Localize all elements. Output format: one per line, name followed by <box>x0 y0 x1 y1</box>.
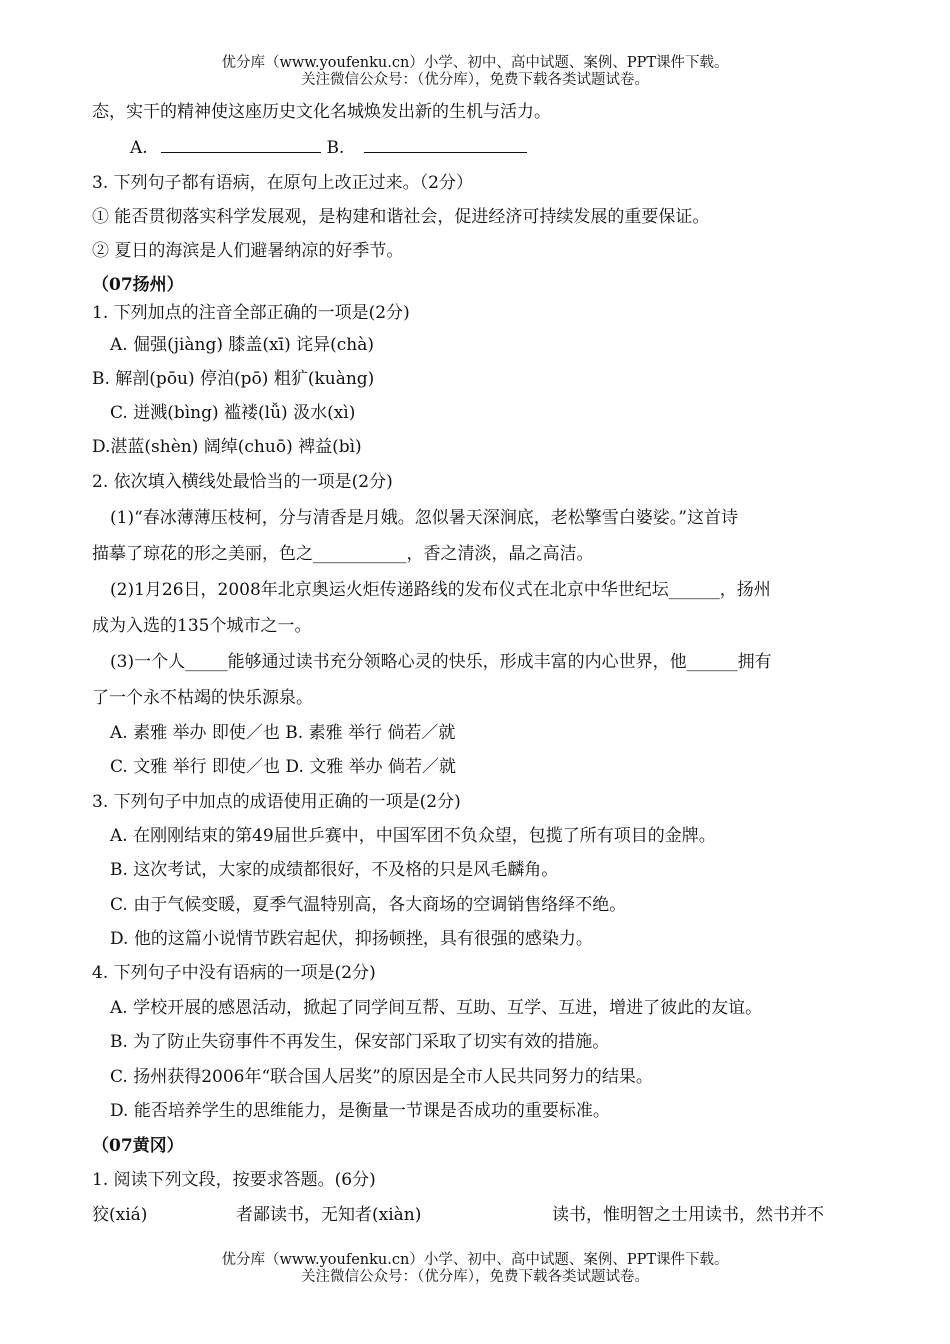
section-heading-yangzhou: （07扬州） <box>92 275 184 295</box>
option-c: C. 扬州获得2006年“联合国人居奖”的原因是全市人民共同努力的结果。 <box>110 1067 653 1087</box>
header-line-2: 关注微信公众号：（优分库），免费下载各类试题试卷。 <box>301 72 649 88</box>
text-line: 态，实干的精神使这座历史文化名城焕发出新的生机与活力。 <box>92 102 551 122</box>
option-c: C. 由于气候变暖，夏季气温特别高，各大商场的空调销售络绎不绝。 <box>110 895 627 915</box>
answer-blank-b <box>364 136 527 153</box>
passage-line: 成为入选的135个城市之一。 <box>92 616 312 636</box>
option-c: C. 迸溅(bìng) 褴褛(lǚ) 汲水(xì) <box>110 403 356 423</box>
question-1-reading: 1. 阅读下列文段，按要求答题。(6分) <box>92 1170 376 1190</box>
question-4: 4. 下列句子中没有语病的一项是(2分) <box>92 963 376 983</box>
passage-line: (2)1月26日，2008年北京奥运火炬传递路线的发布仪式在北京中华世纪坛______，扬州 <box>110 580 771 600</box>
footer-line-2: 关注微信公众号：（优分库），免费下载各类试题试卷。 <box>301 1269 649 1285</box>
option-d: D. 能否培养学生的思维能力，是衡量一节课是否成功的重要标准。 <box>110 1101 610 1121</box>
section-heading-huanggang: （07黄冈） <box>92 1136 184 1156</box>
header-line-1: 优分库（www.youfenku.cn）小学、初中、高中试题、案例、PPT课件下载。 <box>221 55 729 71</box>
page-footer <box>0 1252 950 1286</box>
passage-line: 了一个永不枯竭的快乐源泉。 <box>92 688 313 708</box>
page-header <box>0 55 950 89</box>
footer-line-1: 优分库（www.youfenku.cn）小学、初中、高中试题、案例、PPT课件下载。 <box>221 1252 729 1268</box>
passage-line: (1)“春冰薄薄压枝柯，分与清香是月娥。忽似暑天深涧底，老松擎雪白婆娑。”这首诗 <box>110 508 738 528</box>
question-2: 2. 依次填入横线处最恰当的一项是(2分) <box>92 472 393 492</box>
option-b: B. 解剖(pōu) 停泊(pō) 粗犷(kuàng) <box>92 369 375 389</box>
question-3-idioms: 3. 下列句子中加点的成语使用正确的一项是(2分) <box>92 792 461 812</box>
option-d: D.湛蓝(shèn) 阔绰(chuō) 裨益(bì) <box>92 437 362 457</box>
passage-fragment: 读书，惟明智之士用读书，然书并不 <box>552 1205 824 1225</box>
option-a: A. 学校开展的感恩活动，掀起了同学间互帮、互助、互学、互进，增进了彼此的友谊。 <box>110 998 763 1018</box>
passage-fragment: 者鄙读书，无知者(xiàn) <box>236 1205 422 1225</box>
option-row-cd: C. 文雅 举行 即使／也 D. 文雅 举办 倘若／就 <box>110 757 457 777</box>
option-a: A. 倔强(jiàng) 膝盖(xī) 诧异(chà) <box>110 335 374 355</box>
option-row-ab: A. 素雅 举办 即使／也 B. 素雅 举行 倘若／就 <box>110 723 456 743</box>
option-d: D. 他的这篇小说情节跌宕起伏，抑扬顿挫，具有很强的感染力。 <box>110 929 593 949</box>
answer-blank-line <box>130 136 527 159</box>
passage-line: (3)一个人_____能够通过读书充分领略心灵的快乐，形成丰富的内心世界，他______拥有 <box>110 652 772 672</box>
option-a-label: A. <box>130 138 148 158</box>
question-3: 3. 下列句子都有语病，在原句上改正过来。（2分） <box>92 173 473 193</box>
passage-line: 描摹了琼花的形之美丽，色之___________，香之清淡，晶之高洁。 <box>92 544 594 564</box>
option-b: B. 这次考试，大家的成绩都很好，不及格的只是风毛麟角。 <box>110 860 559 880</box>
sentence-2: ② 夏日的海滨是人们避暑纳凉的好季节。 <box>92 241 404 261</box>
passage-fragment: 狡(xiá) <box>92 1205 148 1225</box>
question-1: 1. 下列加点的注音全部正确的一项是(2分) <box>92 303 410 323</box>
option-b-label: B. <box>326 138 345 158</box>
option-b: B. 为了防止失窃事件不再发生，保安部门采取了切实有效的措施。 <box>110 1032 610 1052</box>
answer-blank-a <box>161 136 321 153</box>
option-a: A. 在刚刚结束的第49届世乒赛中，中国军团不负众望，包揽了所有项目的金牌。 <box>110 826 716 846</box>
sentence-1: ① 能否贯彻落实科学发展观，是构建和谐社会，促进经济可持续发展的重要保证。 <box>92 207 710 227</box>
